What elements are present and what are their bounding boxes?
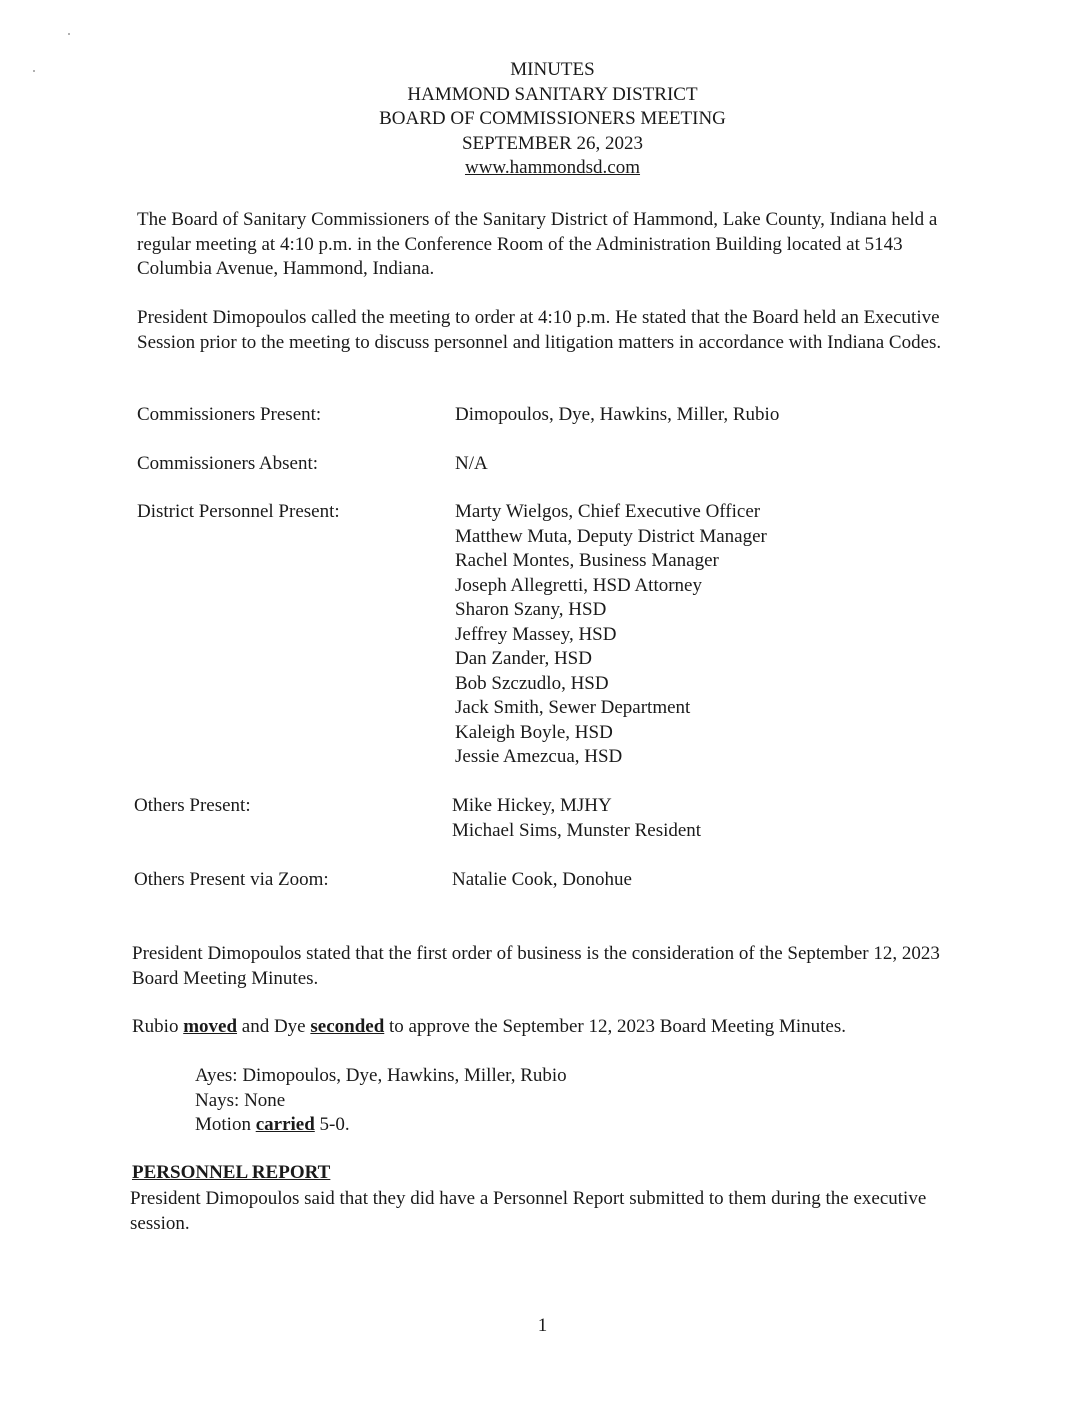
page-number: 1 xyxy=(537,1315,548,1336)
district-personnel-label: District Personnel Present: xyxy=(137,501,340,522)
others-entry: Michael Sims, Munster Resident xyxy=(452,819,702,841)
seconded-keyword: seconded xyxy=(310,1016,385,1037)
personnel-entry: Jeffrey Massey, HSD xyxy=(455,623,617,645)
commissioners-absent-value: N/A xyxy=(455,453,488,474)
header-meeting: BOARD OF COMMISSIONERS MEETING xyxy=(379,108,726,129)
commissioners-present-label: Commissioners Present: xyxy=(137,404,322,425)
others-zoom-label: Others Present via Zoom: xyxy=(134,869,329,890)
header-title: MINUTES xyxy=(510,59,595,80)
personnel-entry: Jack Smith, Sewer Department xyxy=(455,697,691,718)
personnel-entry: Marty Wielgos, Chief Executive Officer xyxy=(455,501,761,522)
vote-result-text: Motion xyxy=(195,1114,256,1135)
carried-keyword: carried xyxy=(255,1114,315,1135)
others-present-list xyxy=(452,794,701,843)
moved-keyword: moved xyxy=(183,1016,238,1037)
vote-ayes: Ayes: Dimopoulos, Dye, Hawkins, Miller, Rubio xyxy=(195,1065,567,1086)
minutes-paragraph: President Dimopoulos stated that the first order of business is the consideration of the September 12, 2023 Board Meeting Minutes. xyxy=(132,943,940,989)
vote-result xyxy=(195,1113,567,1138)
motion-text: and Dye xyxy=(237,1016,311,1037)
motion-paragraph xyxy=(132,1015,972,1040)
commissioners-present-value: Dimopoulos, Dye, Hawkins, Miller, Rubio xyxy=(455,404,780,425)
personnel-report-text: President Dimopoulos said that they did have a Personnel Report submitted to them during the executive session. xyxy=(130,1188,927,1234)
intro-paragraph: The Board of Sanitary Commissioners of the Sanitary District of Hammond, Lake County, Indiana held a regular meeting at 4:10 p.m. in the Conference Room of the Administration Building located at 5143 Columbia Avenue, Hammond, Indiana. xyxy=(137,209,938,279)
commissioners-absent-label: Commissioners Absent: xyxy=(137,453,319,474)
personnel-entry: Dan Zander, HSD xyxy=(455,648,592,669)
vote-block xyxy=(195,1064,567,1138)
personnel-entry: Jessie Amezcua, HSD xyxy=(455,746,623,767)
personnel-report-heading: PERSONNEL REPORT xyxy=(132,1162,331,1183)
personnel-entry: Bob Szczudlo, HSD xyxy=(455,672,609,694)
header-date: SEPTEMBER 26, 2023 xyxy=(461,132,644,154)
personnel-entry: Sharon Szany, HSD xyxy=(455,599,607,620)
district-personnel-list xyxy=(455,500,767,770)
call-to-order-paragraph: President Dimopoulos called the meeting to order at 4:10 p.m. He stated that the Board held an Executive Session prior to the meeting to discuss personnel and litigation matters in accordance with Indiana Codes. xyxy=(137,307,942,353)
personnel-entry: Rachel Montes, Business Manager xyxy=(455,550,719,571)
motion-text: Rubio xyxy=(132,1016,184,1037)
motion-text: to approve the September 12, 2023 Board Meeting Minutes. xyxy=(384,1016,846,1037)
vote-nays: Nays: None xyxy=(195,1089,286,1111)
header-url: www.hammondsd.com xyxy=(464,157,641,178)
others-present-label: Others Present: xyxy=(134,795,251,816)
others-zoom-value: Natalie Cook, Donohue xyxy=(452,869,632,890)
personnel-entry: Joseph Allegretti, HSD Attorney xyxy=(455,574,702,596)
personnel-entry: Kaleigh Boyle, HSD xyxy=(455,721,613,743)
header-organization: HAMMOND SANITARY DISTRICT xyxy=(407,83,698,105)
vote-result-text: 5-0. xyxy=(314,1114,350,1135)
document-header xyxy=(0,58,1088,181)
personnel-entry: Matthew Muta, Deputy District Manager xyxy=(455,525,767,547)
others-entry: Mike Hickey, MJHY xyxy=(452,795,612,816)
